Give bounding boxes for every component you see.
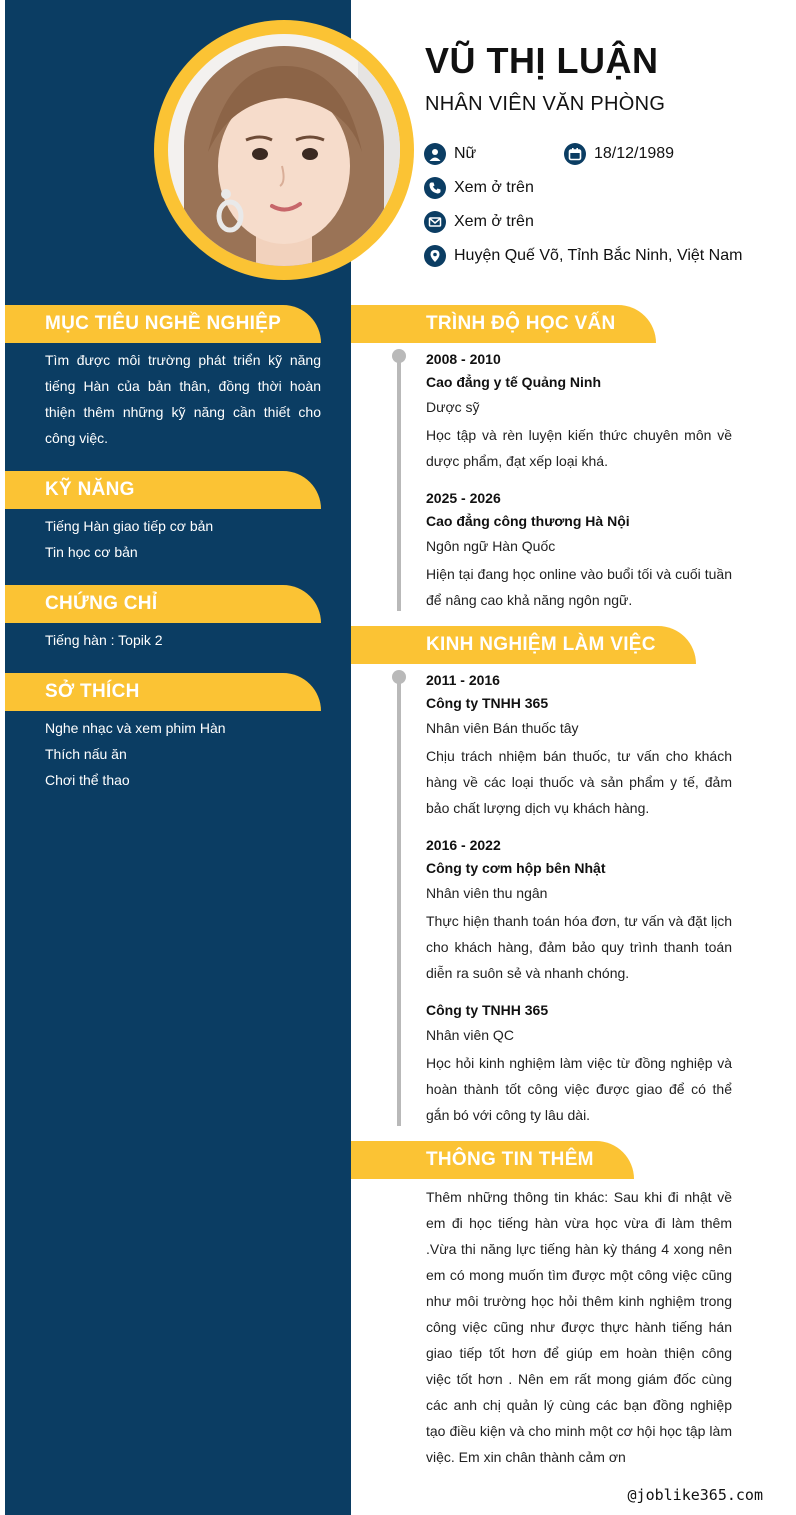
entry-description: Học tập và rèn luyện kiến thức chuyên môn về dược phẩm, đạt xếp loại khá. — [426, 427, 732, 469]
info-birthday — [564, 143, 674, 165]
entry-period: 2025 - 2026 — [426, 490, 501, 506]
info-email — [424, 211, 534, 233]
experience-entry — [426, 1001, 732, 1128]
watermark: @joblike365.com — [627, 1486, 763, 1504]
extra-heading: THÔNG TIN THÊM — [351, 1141, 634, 1179]
entry-school: Cao đẳng y tế Quảng Ninh — [426, 374, 602, 390]
certificates-heading: CHỨNG CHỈ — [5, 585, 321, 623]
experience-entry — [426, 836, 732, 986]
timeline-dot — [392, 670, 406, 684]
entry-description: Học hỏi kinh nghiệm làm việc từ đồng nghiệp và hoàn thành tốt công việc được giao để có thể gắn bó với công ty lâu dài. — [426, 1055, 732, 1123]
entry-company: Công ty TNHH 365 — [426, 1002, 549, 1018]
hobbies-heading: SỞ THÍCH — [5, 673, 321, 711]
info-gender — [424, 143, 476, 165]
address-value: Huyện Quế Võ, Tỉnh Bắc Ninh, Việt Nam — [454, 247, 743, 264]
entry-position: Nhân viên thu ngân — [426, 885, 548, 901]
list-item: Tiếng Hàn giao tiếp cơ bản — [45, 518, 214, 534]
extra-info-text: Thêm những thông tin khác: Sau khi đi nhật về em đi học tiếng hàn vừa học vừa đi làm thêm .Vừa thi năng lực tiếng hàn kỳ tháng 4 xong nên em có mong muốn tìm được một công việc cũng như môi trường học hỏi thêm kinh nghiệm trong công việc cũng như được thực hành tiếng hán giao tiếp tốt hơn để giúp em hoàn thiện công việc tốt hơn . Nên em rất mong giám đốc cùng các anh chị quản lý cùng các bạn đồng nghiệp tạo điều kiện và cho minh một cơ hội học tập làm việc. Em xin chân thành cảm ơn — [426, 1189, 732, 1465]
entry-company: Công ty TNHH 365 — [426, 695, 549, 711]
hobbies-list — [45, 715, 321, 793]
gender-value: Nữ — [454, 145, 477, 162]
entry-major: Ngôn ngữ Hàn Quốc — [426, 538, 556, 554]
education-timeline — [397, 356, 401, 611]
objective-heading: MỤC TIÊU NGHỀ NGHIỆP — [5, 305, 321, 343]
list-item: Nghe nhạc và xem phim Hàn — [45, 720, 226, 736]
user-icon — [424, 143, 446, 165]
entry-school: Cao đẳng công thương Hà Nội — [426, 513, 630, 529]
entry-position: Nhân viên QC — [426, 1027, 514, 1043]
candidate-title: NHÂN VIÊN VĂN PHÒNG — [425, 93, 666, 115]
list-item: Chơi thể thao — [45, 772, 130, 788]
candidate-name: VŨ THỊ LUẬN — [425, 40, 659, 81]
phone-value: Xem ở trên — [454, 179, 534, 196]
objective-text: Tìm được môi trường phát triển kỹ năng tiếng Hàn của bản thân, đồng thời hoàn thiện thêm những kỹ năng cần thiết cho công việc. — [45, 352, 321, 446]
experience-heading: KINH NGHIỆM LÀM VIỆC — [351, 626, 696, 664]
calendar-icon — [564, 143, 586, 165]
entry-position: Nhân viên Bán thuốc tây — [426, 720, 579, 736]
education-entry — [426, 489, 732, 613]
birthday-value: 18/12/1989 — [594, 145, 675, 162]
info-address — [424, 245, 742, 267]
skills-list — [45, 513, 321, 565]
entry-description: Hiện tại đang học online vào buổi tối và cuối tuần để nâng cao khả năng ngôn ngữ. — [426, 566, 732, 608]
entry-period: 2016 - 2022 — [426, 837, 501, 853]
experience-timeline — [397, 677, 401, 1126]
entry-company: Công ty cơm hộp bên Nhật — [426, 860, 606, 876]
certificates-list — [45, 627, 321, 653]
entry-major: Dược sỹ — [426, 399, 480, 415]
experience-entry — [426, 671, 732, 821]
skills-heading: KỸ NĂNG — [5, 471, 321, 509]
entry-period: 2011 - 2016 — [426, 672, 500, 688]
entry-period: 2008 - 2010 — [426, 351, 501, 367]
entry-description: Chịu trách nhiệm bán thuốc, tư vấn cho khách hàng về các loại thuốc và sản phẩm y tế, đảm bảo chất lượng dịch vụ khách hàng. — [426, 748, 732, 816]
info-phone — [424, 177, 534, 199]
list-item: Tin học cơ bản — [45, 544, 138, 560]
education-heading: TRÌNH ĐỘ HỌC VẤN — [351, 305, 656, 343]
avatar — [168, 34, 400, 266]
location-icon — [424, 245, 446, 267]
list-item: Tiếng hàn : Topik 2 — [45, 632, 163, 648]
email-value: Xem ở trên — [454, 213, 534, 230]
education-entry — [426, 350, 732, 474]
mail-icon — [424, 211, 446, 233]
entry-description: Thực hiện thanh toán hóa đơn, tư vấn và đặt lịch cho khách hàng, đảm bảo quy trình thanh toán diễn ra suôn sẻ và nhanh chóng. — [426, 913, 732, 981]
list-item: Thích nấu ăn — [45, 746, 127, 762]
timeline-dot — [392, 349, 406, 363]
phone-icon — [424, 177, 446, 199]
